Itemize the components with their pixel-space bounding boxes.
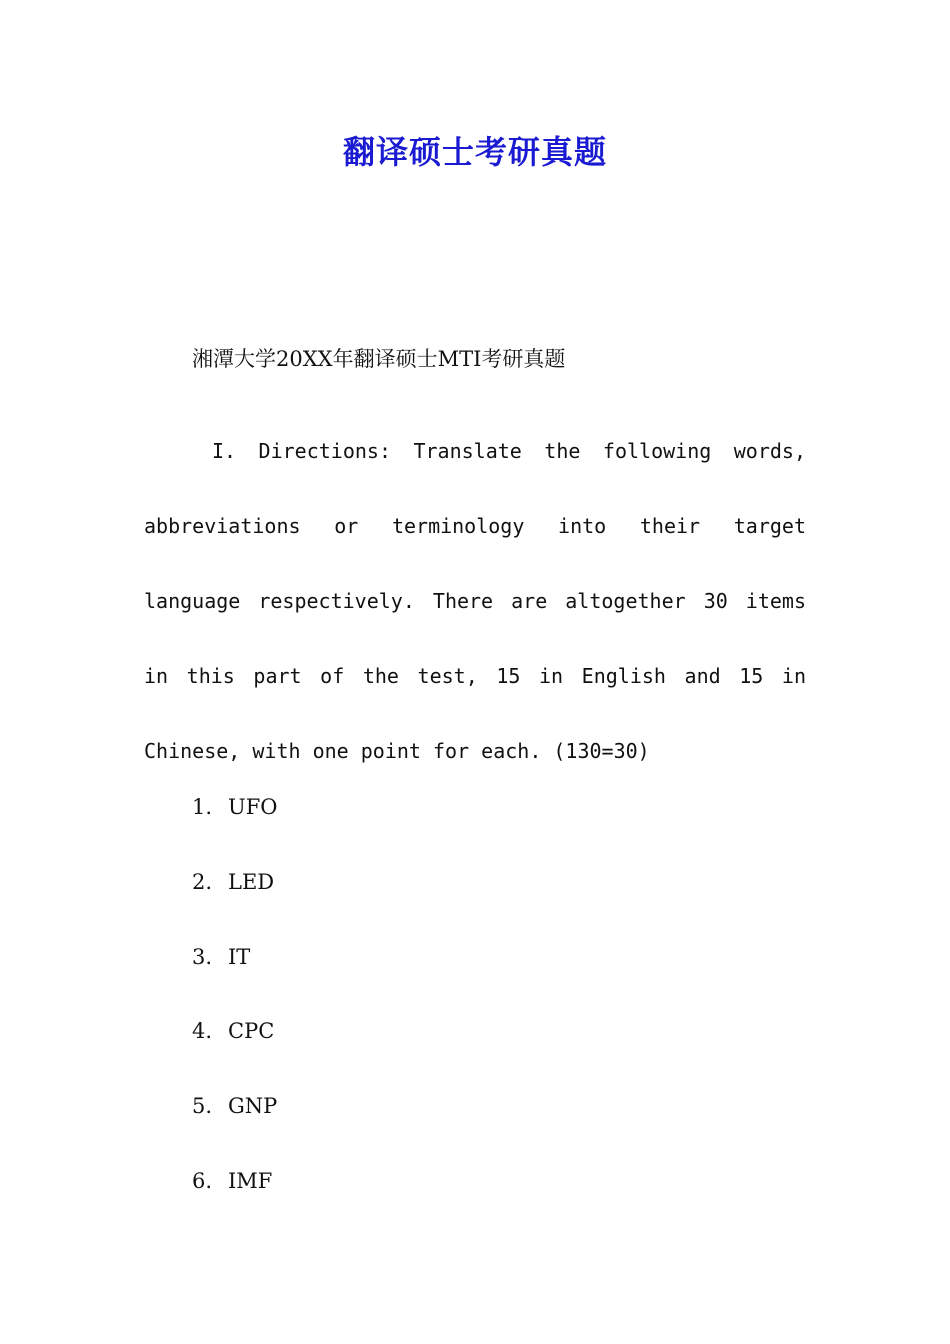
document-title: 翻译硕士考研真题 bbox=[342, 133, 607, 171]
list-item bbox=[192, 865, 274, 899]
item-number: 1. bbox=[192, 795, 213, 819]
item-text: GNP bbox=[228, 1094, 278, 1118]
item-number: 2. bbox=[192, 870, 213, 894]
item-text: LED bbox=[228, 870, 275, 894]
list-item bbox=[192, 1164, 272, 1198]
item-number: 3. bbox=[192, 945, 213, 969]
list-item bbox=[192, 940, 250, 974]
item-text: CPC bbox=[228, 1019, 275, 1043]
list-item bbox=[192, 790, 278, 824]
item-number: 5. bbox=[192, 1094, 213, 1118]
exam-subtitle: 湘潭大学20XX年翻译硕士MTI考研真题 bbox=[192, 347, 566, 371]
item-text: UFO bbox=[228, 795, 278, 819]
list-item bbox=[192, 1014, 274, 1048]
directions-paragraph: I. Directions: Translate the following words, abbreviations or terminology into their target language respectively. There are altogether 30 items in this part of the test, 15 in English and 15 in Chinese, with one point for each. (130=30) bbox=[144, 439, 806, 763]
item-number: 4. bbox=[192, 1019, 213, 1043]
item-number: 6. bbox=[192, 1169, 213, 1193]
list-item bbox=[192, 1089, 277, 1123]
item-text: IMF bbox=[228, 1169, 273, 1193]
item-text: IT bbox=[228, 945, 251, 969]
